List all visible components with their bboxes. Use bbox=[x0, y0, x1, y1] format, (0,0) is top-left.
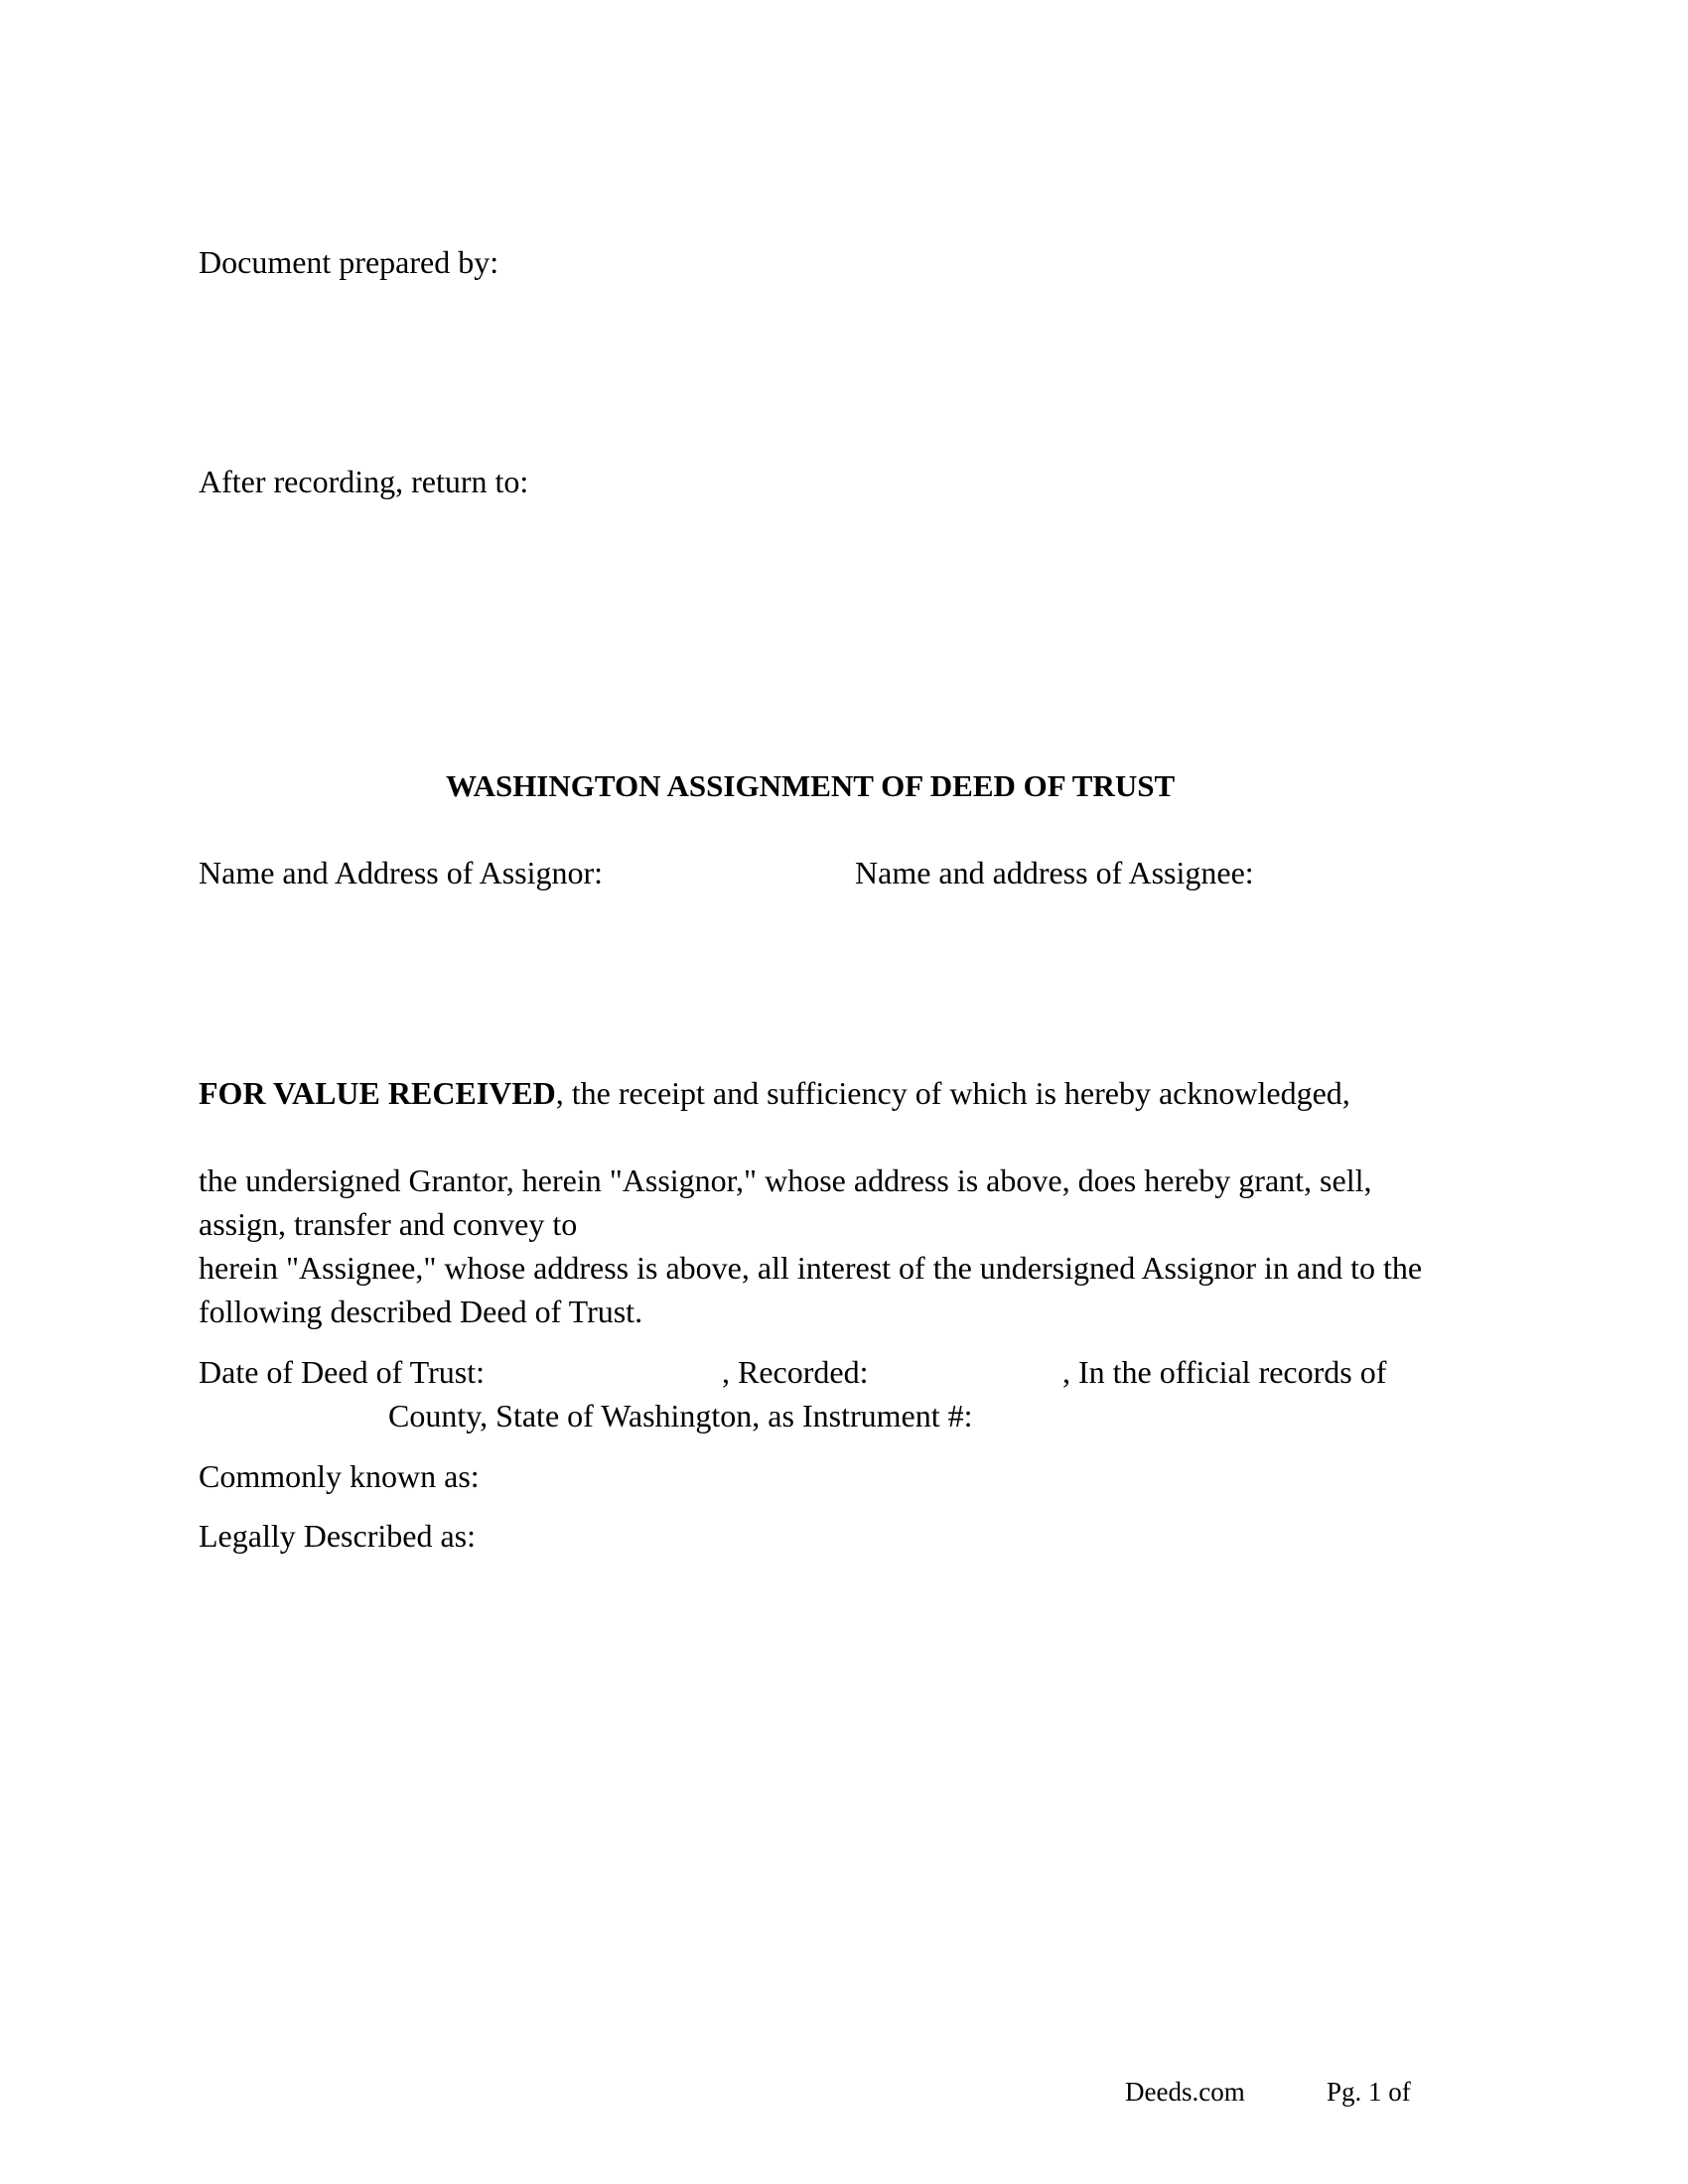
assignor-label: Name and Address of Assignor: bbox=[199, 855, 604, 890]
legally-described-label: Legally Described as: bbox=[199, 1518, 476, 1554]
official-records-label: , In the official records of bbox=[1062, 1354, 1387, 1390]
assignee-line-1: herein "Assignee," whose address is above, all interest of the undersigned Assignor in and to the bbox=[199, 1250, 1423, 1286]
footer-page-number: Pg. 1 of bbox=[1327, 2077, 1411, 2107]
document-title: WASHINGTON ASSIGNMENT OF DEED OF TRUST bbox=[446, 768, 1176, 803]
value-received-line bbox=[199, 1071, 1350, 1115]
assignee-line-2: following described Deed of Trust. bbox=[199, 1294, 643, 1329]
county-instrument-line: County, State of Washington, as Instrument #: bbox=[388, 1398, 973, 1433]
recorded-label: , Recorded: bbox=[722, 1354, 869, 1390]
deed-date-label: Date of Deed of Trust: bbox=[199, 1354, 485, 1390]
return-to-label: After recording, return to: bbox=[199, 464, 529, 499]
grantor-line-1: the undersigned Grantor, herein "Assignor," whose address is above, does hereby grant, sell, bbox=[199, 1162, 1372, 1198]
grantor-line-2: assign, transfer and convey to bbox=[199, 1206, 578, 1242]
assignee-label: Name and address of Assignee: bbox=[855, 855, 1254, 890]
value-received-bold: FOR VALUE RECEIVED bbox=[199, 1075, 556, 1111]
prepared-by-label: Document prepared by: bbox=[199, 244, 499, 280]
footer-site: Deeds.com bbox=[1125, 2077, 1245, 2107]
commonly-known-label: Commonly known as: bbox=[199, 1458, 480, 1494]
value-received-rest: , the receipt and sufficiency of which is hereby acknowledged, bbox=[555, 1075, 1350, 1111]
